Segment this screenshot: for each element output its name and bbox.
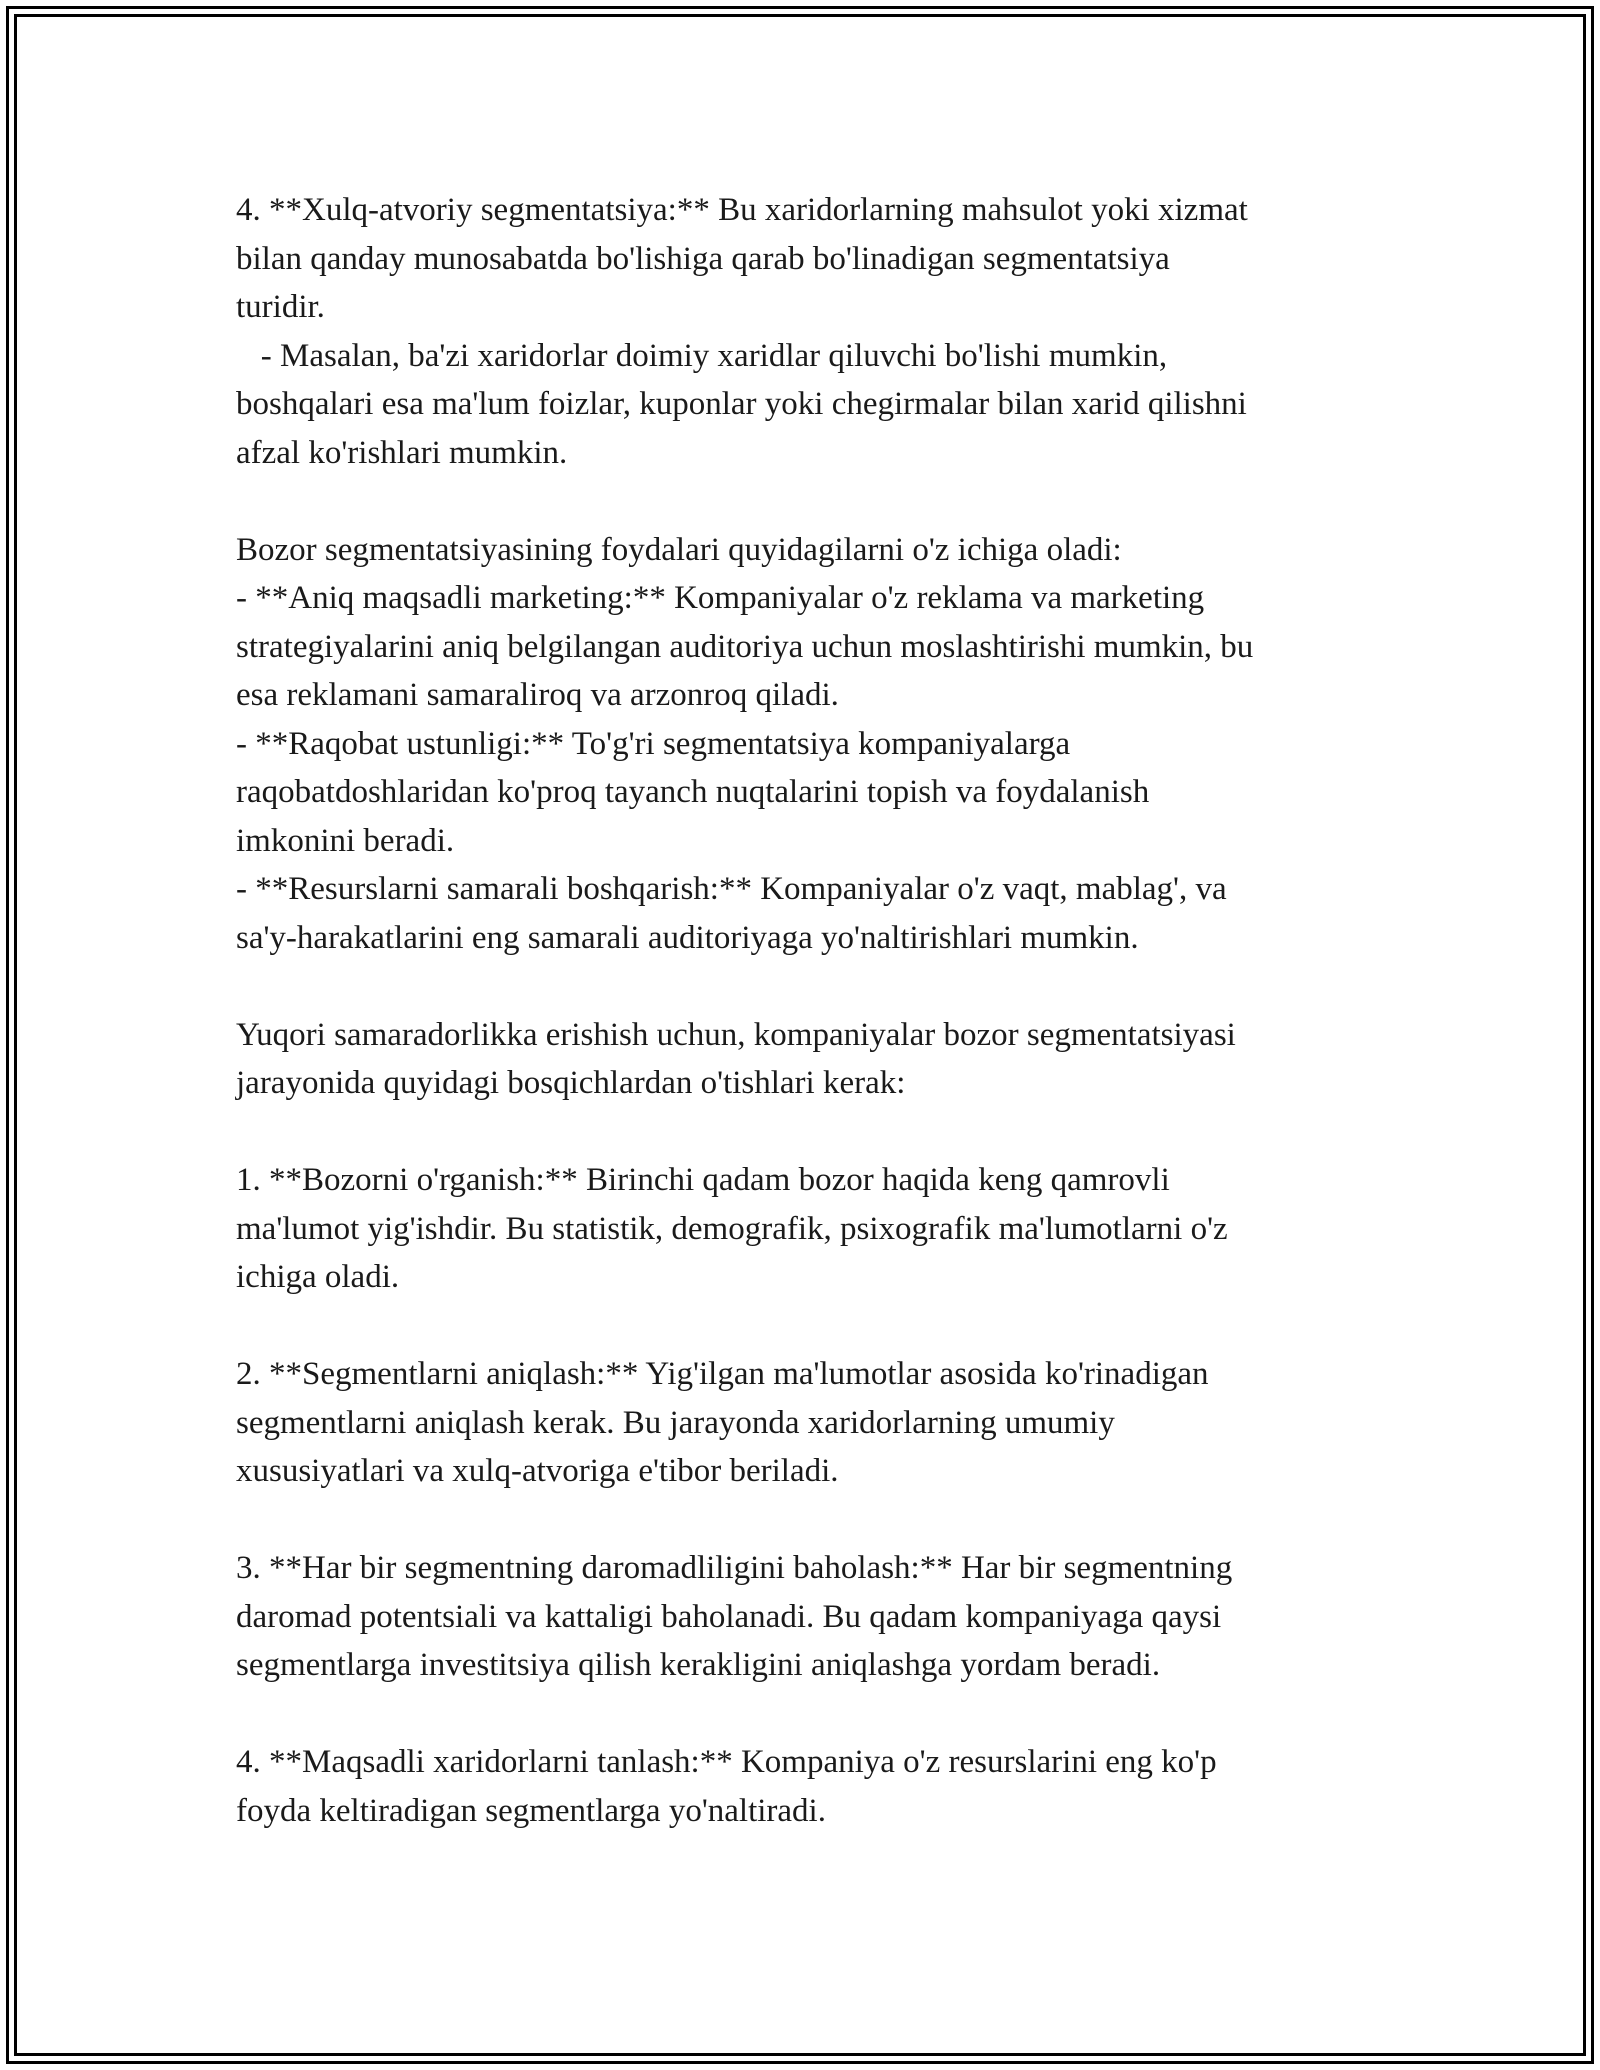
text-line: boshqalari esa ma'lum foizlar, kuponlar yoki chegirmalar bilan xarid qilishni [236, 386, 1247, 422]
blank-line [236, 1690, 1376, 1739]
text-line: strategiyalarini aniq belgilangan auditoriya uchun moslashtirishi mumkin, bu [236, 628, 1254, 665]
blank-line [236, 1302, 1376, 1351]
text-line: imkonini beradi. [236, 822, 455, 859]
text-line: - Masalan, ba'zi xaridorlar doimiy xaridlar qiluvchi bo'lishi mumkin, [236, 337, 1168, 374]
text-line: raqobatdoshlaridan ko'proq tayanch nuqtalarini topish va foydalanish [236, 774, 1150, 810]
text-line: foyda keltiradigan segmentlarga yo'naltiradi. [236, 1792, 826, 1829]
text-line: ichiga oladi. [236, 1259, 400, 1295]
text-line: 4. **Xulq-atvoriy segmentatsiya:** Bu xaridorlarning mahsulot yoki xizmat [236, 192, 1248, 228]
text-line: segmentlarni aniqlash kerak. Bu jarayonda xaridorlarning umumiy [236, 1404, 1115, 1441]
text-line: sa'y-harakatlarini eng samarali auditoriyaga yo'naltirishlari mumkin. [236, 919, 1139, 956]
blank-line [236, 1496, 1376, 1545]
text-line: 3. **Har bir segmentning daromadliligini baholash:** Har bir segmentning [236, 1550, 1233, 1586]
text-line: Yuqori samaradorlikka erishish uchun, kompaniyalar bozor segmentatsiyasi [236, 1016, 1236, 1053]
text-line: 2. **Segmentlarni aniqlash:** Yig'ilgan ma'lumotlar asosida ko'rinadigan [236, 1356, 1209, 1392]
text-line: segmentlarga investitsiya qilish kerakligini aniqlashga yordam beradi. [236, 1647, 1161, 1683]
document-body [236, 186, 1376, 1835]
text-line: - **Resurslarni samarali boshqarish:** Kompaniyalar o'z vaqt, mablag', va [236, 871, 1227, 907]
text-line: daromad potentsiali va kattaligi baholanadi. Bu qadam kompaniyaga qaysi [236, 1598, 1222, 1635]
text-line: afzal ko'rishlari mumkin. [236, 434, 568, 471]
text-line: ma'lumot yig'ishdir. Bu statistik, demografik, psixografik ma'lumotlarni o'z [236, 1210, 1228, 1247]
text-line: - **Aniq maqsadli marketing:** Kompaniyalar o'z reklama va marketing [236, 580, 1205, 616]
text-line: bilan qanday munosabatda bo'lishiga qarab bo'linadigan segmentatsiya [236, 240, 1170, 277]
text-line: jarayonida quyidagi bosqichlardan o'tishlari kerak: [236, 1065, 906, 1101]
blank-line [236, 477, 1376, 526]
text-line: 4. **Maqsadli xaridorlarni tanlash:** Kompaniya o'z resurslarini eng ko'p [236, 1744, 1217, 1780]
text-line: Bozor segmentatsiyasining foydalari quyidagilarni o'z ichiga oladi: [236, 531, 1122, 568]
text-line: esa reklamani samaraliroq va arzonroq qiladi. [236, 677, 839, 713]
text-line: - **Raqobat ustunligi:** To'g'ri segmentatsiya kompaniyalarga [236, 725, 1071, 762]
text-line: xususiyatlari va xulq-atvoriga e'tibor beriladi. [236, 1453, 839, 1489]
blank-line [236, 1108, 1376, 1157]
blank-line [236, 962, 1376, 1011]
text-line: 1. **Bozorni o'rganish:** Birinchi qadam bozor haqida keng qamrovli [236, 1162, 1170, 1198]
text-line: turidir. [236, 289, 325, 325]
